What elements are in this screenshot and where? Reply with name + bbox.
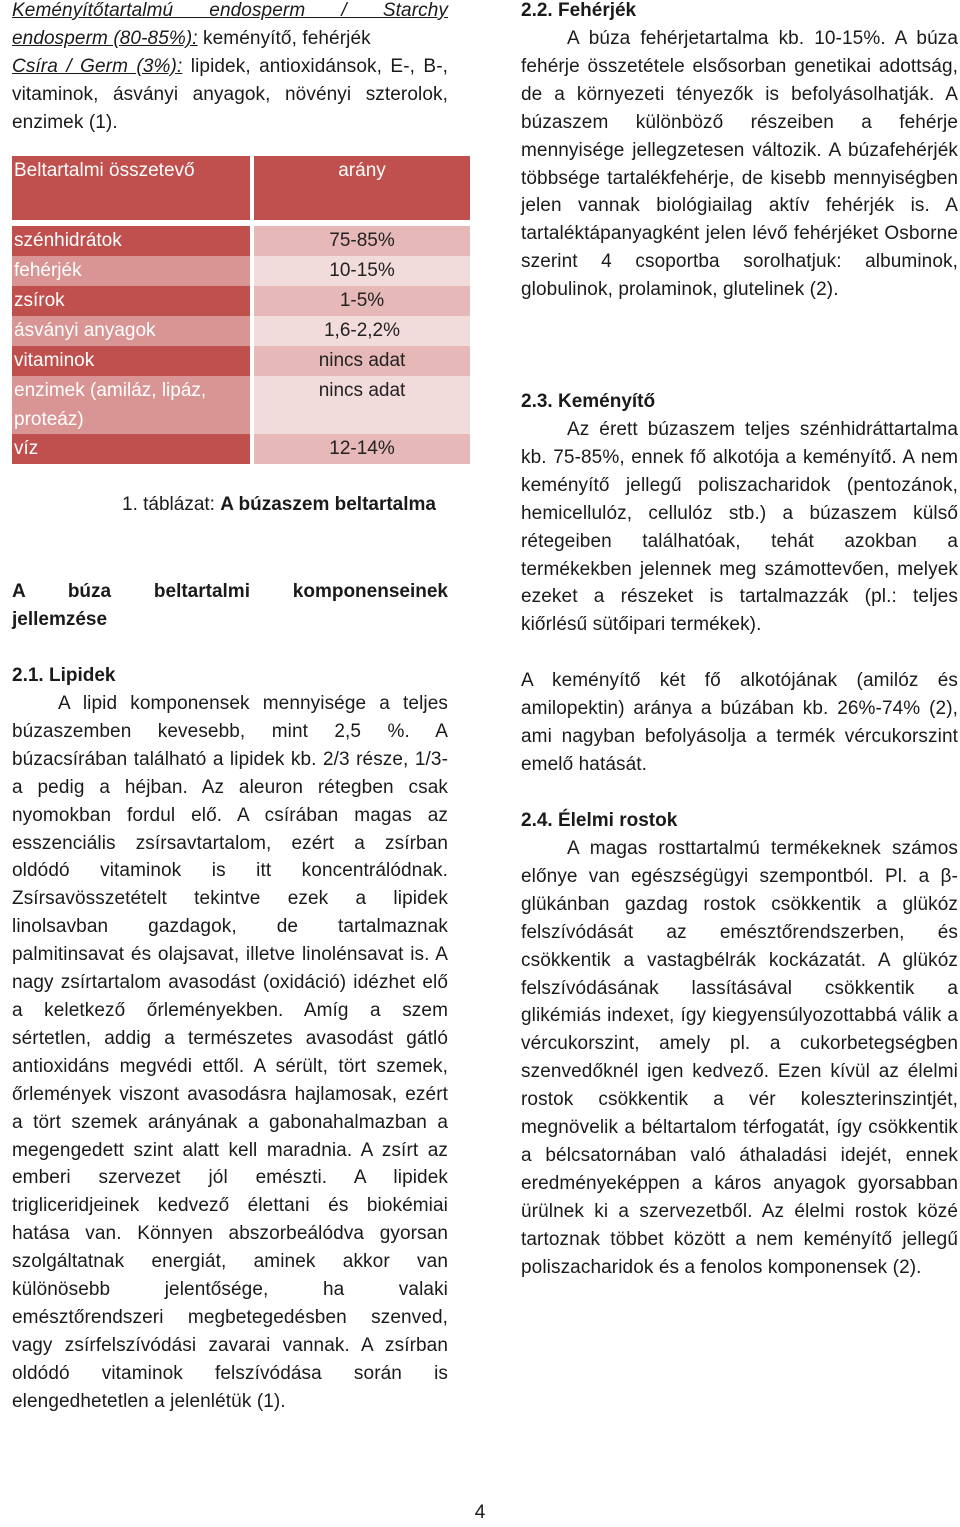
row-value: 1-5% bbox=[254, 286, 470, 316]
section-2-4-text: A magas rosttartalmú termékeknek számos előnye van egészségügyi szempontból. Pl. a β-glükánban gazdag rostok csökkentik a glükóz felszívódását az emésztőrendszerben, és csökkentik a vastagbélrák kockázatát. A glükóz felszívódásának lassításával csökkentik a glikémiás indexet, így kiegyensúlyozottabbá válik a vércukorszint, amely pl. a cukorbetegségben szenvedőknél igen kedvező. Ezen kívül az élelmi rostok csökkentik a vér koleszterinszintjét, megnövelik a béltartalom térfogatát, így csökkentik a bélcsatornában való áthaladási idejét, ennek eredményeképpen a káros anyagok gyorsabban ürülnek ki a szervezetből. Az élelmi rostok közé tartoznak többet között a nem keményítő jellegű poliszacharidok és a fenolos komponensek (2). bbox=[521, 838, 958, 1278]
table-row bbox=[12, 316, 458, 346]
caption-prefix: 1. táblázat: bbox=[122, 494, 221, 515]
section-2-1-text: A lipid komponensek mennyisége a teljes búzaszemben kevesebb, mint 2,5 %. A búzacsírában található a lipidek kb. 2/3 része, 1/3-a pedig a héjban. Az aleuron rétegben csak nyomokban fordul elő. A csírában magas az esszenciális zsírsavtartalom, ezért a zsírban oldódó vitaminok is itt koncentrálódnak. Zsírsavösszetételt tekintve ezek a lipidek linolsavban gazdagok, de tartalmaznak palmitinsavat és olajsavat, illetve linolénsavat is. A nagy zsírtartalom avasodást (oxidáció) idézhet elő a keletkező őrleményekben. Amíg a szem sértetlen, addig a természetes avasodást gátló antioxidáns megvédi ettől. A sérült, tört szemek, őrlemények viszont avasodásra hajlamosak, ezért a tört szemek arányának a gabonahalmazban a megengedett szint alatt kell maradnia. A zsírt az emberi szervezet jól emészti. A lipidek trigliceridjeinek kedvező élettani és biokémiai hatása van. Könnyen abszorbeálódva gyorsan szolgáltatnak energiát, aminek akkor van különösebb jelentősége, ha valaki emésztőrendszeri megbetegedésben szenved, vagy zsírfelszívódási zavarai vannak. A zsírban oldódó vitaminok felszívódása során is elengedhetetlen a jelenlétük (1). bbox=[12, 693, 448, 1412]
germ-text: lipidek, antioxidánsok, E-, B-, vitaminok, ásványi anyagok, növényi szterolok, enzimek (1). bbox=[12, 55, 448, 133]
row-label: enzimek (amiláz, lipáz, proteáz) bbox=[12, 376, 250, 434]
table-caption bbox=[12, 494, 448, 516]
section-2-1-title: 2.1. Lipidek bbox=[12, 665, 116, 686]
section-2-4-title: 2.4. Élelmi rostok bbox=[521, 810, 678, 831]
table-header-component: Beltartalmi összetevő bbox=[12, 156, 250, 220]
section-title: A búza beltartalmi komponenseinek jellemzése bbox=[12, 581, 448, 630]
section-2-3-text-2: A keményítő két fő alkotójának (amilóz és amilopektin) aránya a búzában kb. 26%-74% (2), ami nagyban befolyásolja a termék vércukorszint emelő hatását. bbox=[521, 670, 958, 775]
row-label: víz bbox=[12, 434, 250, 464]
table-row bbox=[12, 286, 458, 316]
endosperm-label: Keményítőtartalmú endosperm / Starchy endosperm (80-85%): bbox=[12, 0, 448, 49]
table-row bbox=[12, 256, 458, 286]
endosperm-text: keményítő, fehérjék bbox=[197, 27, 371, 49]
table-row bbox=[12, 346, 458, 376]
table-row bbox=[12, 226, 458, 256]
section-2-2-text: A búza fehérjetartalma kb. 10-15%. A búza fehérje összetétele elsősorban genetikai adottság, de a környezeti tényezők is befolyásolhatják. A búzaszem különböző részeiben a fehérje mennyisége jellegzetesen változik. A búzafehérjék többsége tartalékfehérje, de kisebb mennyiségben jelen vannak biológiailag aktív fehérjék is. A tartaléktápanyagként jelen lévő fehérjéket Osborne szerint 4 csoportba sorolhatjuk: albuminok, globulinok, prolaminok, glutelinek (2). bbox=[521, 28, 958, 301]
page-number: 4 bbox=[474, 1502, 486, 1523]
row-value: nincs adat bbox=[254, 376, 470, 434]
section-2-3-title: 2.3. Keményítő bbox=[521, 391, 656, 412]
table-header-ratio: arány bbox=[254, 156, 470, 220]
row-label: fehérjék bbox=[12, 256, 250, 286]
germ-label: Csíra / Germ (3%): bbox=[12, 55, 183, 77]
row-value: 10-15% bbox=[254, 256, 470, 286]
row-label: zsírok bbox=[12, 286, 250, 316]
table-row bbox=[12, 376, 458, 434]
table-row bbox=[12, 434, 458, 464]
intro-paragraph bbox=[12, 0, 448, 137]
row-value: nincs adat bbox=[254, 346, 470, 376]
row-label: vitaminok bbox=[12, 346, 250, 376]
table-header-row bbox=[12, 156, 458, 220]
section-2-2-title: 2.2. Fehérjék bbox=[521, 0, 637, 21]
row-label: ásványi anyagok bbox=[12, 316, 250, 346]
row-value: 75-85% bbox=[254, 226, 470, 256]
row-label: szénhidrátok bbox=[12, 226, 250, 256]
row-value: 12-14% bbox=[254, 434, 470, 464]
row-value: 1,6-2,2% bbox=[254, 316, 470, 346]
section-2-3-text: Az érett búzaszem teljes szénhidráttartalma kb. 75-85%, ennek fő alkotója a keményítő. A nem keményítő jellegű poliszacharidok (pentozánok, hemicellulóz, cellulóz stb.) a búzaszem külső rétegeiben találhatóak, tehát azokban a termékekben jelennek meg számottevően, melyek ezeket a részeket is tartalmazzák (pl.: teljes kiőrlésű sütőipari termékek). bbox=[521, 419, 958, 636]
caption-title: A búzaszem beltartalma bbox=[220, 494, 436, 515]
